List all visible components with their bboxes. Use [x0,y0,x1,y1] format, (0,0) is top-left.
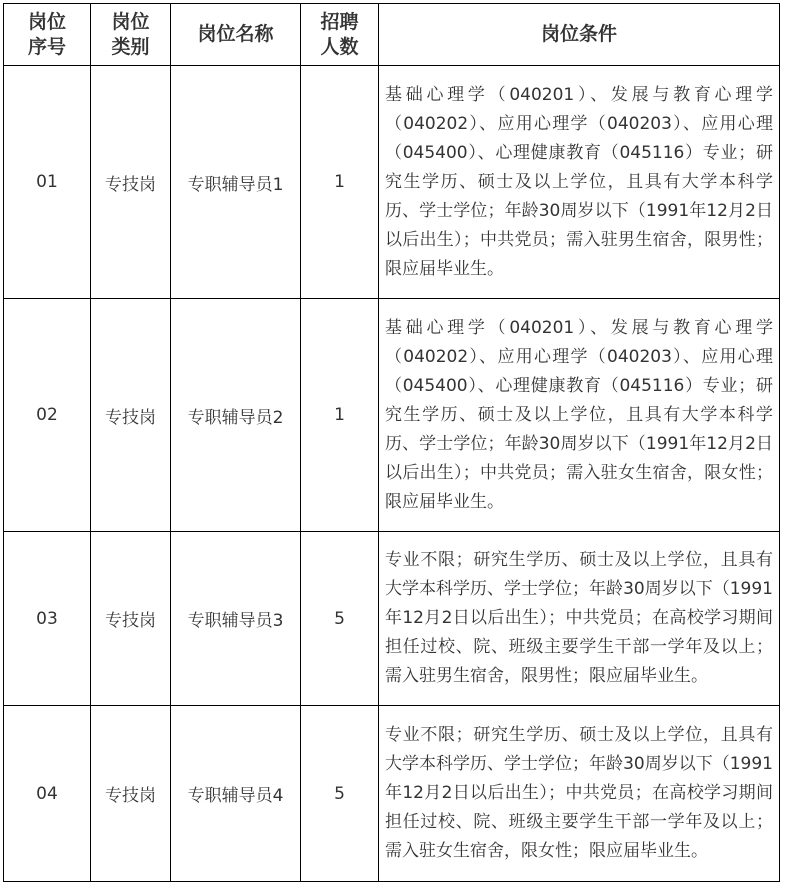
table-row [4,532,780,706]
cell-seq: 02 [4,299,91,532]
cell-conditions: 基础心理学（040201）、发展与教育心理学（040202）、应用心理学（040203）、应用心理（045400）、心理健康教育（045116）专业；研究生学历、硕士及以上学位，且具有大学本科学历、学士学位；年龄30周岁以下（1991年12月2日以后出生）；中共党员；需入驻女生宿舍，限女性；限应届毕业生。 [379,299,780,532]
cell-count: 1 [301,66,379,299]
cell-name: 专职辅导员1 [171,66,301,299]
header-seq [4,4,91,66]
cell-seq: 01 [4,66,91,299]
header-category [91,4,171,66]
cell-seq: 04 [4,706,91,882]
cell-conditions: 专业不限；研究生学历、硕士及以上学位，且具有大学本科学历、学士学位；年龄30周岁以下（1991年12月2日以后出生）；中共党员；在高校学习期间担任过校、院、班级主要学生干部一学年及以上；需入驻女生宿舍，限女性；限应届毕业生。 [379,706,780,882]
positions-table [3,3,780,882]
table-row [4,706,780,882]
header-seq-line2: 序号 [27,35,66,58]
header-name: 岗位名称 [171,4,301,66]
cell-count: 5 [301,532,379,706]
header-count-line1: 招聘 [320,10,359,33]
header-conditions: 岗位条件 [379,4,780,66]
cell-count: 5 [301,706,379,882]
table-row [4,66,780,299]
cell-name: 专职辅导员2 [171,299,301,532]
cell-conditions: 基础心理学（040201）、发展与教育心理学（040202）、应用心理学（040203）、应用心理（045400）、心理健康教育（045116）专业；研究生学历、硕士及以上学位，且具有大学本科学历、学士学位；年龄30周岁以下（1991年12月2日以后出生）；中共党员；需入驻男生宿舍，限男性；限应届毕业生。 [379,66,780,299]
cell-category: 专技岗 [91,66,171,299]
cell-conditions: 专业不限；研究生学历、硕士及以上学位，且具有大学本科学历、学士学位；年龄30周岁以下（1991年12月2日以后出生）；中共党员；在高校学习期间担任过校、院、班级主要学生干部一学年及以上；需入驻男生宿舍，限男性；限应届毕业生。 [379,532,780,706]
header-count-line2: 人数 [320,35,359,58]
cell-seq: 03 [4,532,91,706]
header-category-line2: 类别 [111,35,150,58]
table-row [4,299,780,532]
table-header-row [4,4,780,66]
header-category-line1: 岗位 [111,10,150,33]
cell-category: 专技岗 [91,532,171,706]
header-count [301,4,379,66]
cell-name: 专职辅导员4 [171,706,301,882]
header-seq-line1: 岗位 [27,10,66,33]
cell-category: 专技岗 [91,706,171,882]
cell-category: 专技岗 [91,299,171,532]
cell-count: 1 [301,299,379,532]
cell-name: 专职辅导员3 [171,532,301,706]
